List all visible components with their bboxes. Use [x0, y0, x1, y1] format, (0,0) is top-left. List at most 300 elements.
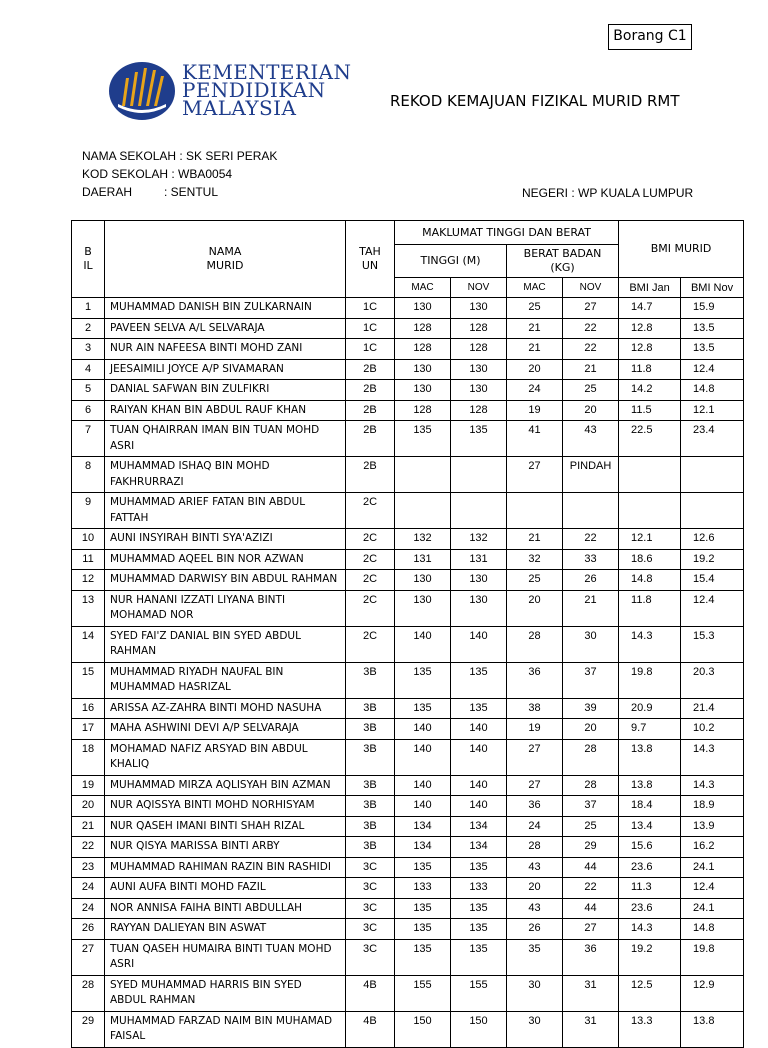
height-mac-cell: 135 [395, 698, 451, 719]
bil-cell: 13 [72, 590, 105, 626]
weight-mac-cell: 20 [507, 359, 563, 380]
bil-cell: 1 [72, 298, 105, 319]
weight-mac-cell: 25 [507, 298, 563, 319]
height-mac-header: MAC [395, 278, 451, 298]
height-nov-cell: 155 [451, 975, 507, 1011]
bmi-nov-cell: 15.4 [681, 570, 744, 591]
student-name-cell: SYED FAI'Z DANIAL BIN SYED ABDUL RAHMAN [105, 626, 346, 662]
year-cell: 3C [346, 857, 395, 878]
bmi-jan-cell: 13.8 [619, 739, 681, 775]
bil-cell: 14 [72, 626, 105, 662]
student-name-cell: SYED MUHAMMAD HARRIS BIN SYED ABDUL RAHMAN [105, 975, 346, 1011]
weight-nov-cell: 30 [563, 626, 619, 662]
bmi-nov-header: BMI Nov [681, 278, 744, 298]
bil-cell: 2 [72, 318, 105, 339]
student-name-cell: PAVEEN SELVA A/L SELVARAJA [105, 318, 346, 339]
weight-mac-cell: 21 [507, 318, 563, 339]
bmi-nov-cell: 13.5 [681, 339, 744, 360]
table-row [72, 698, 744, 719]
height-mac-cell: 140 [395, 719, 451, 740]
height-nov-cell: 150 [451, 1011, 507, 1047]
weight-mac-cell: 24 [507, 380, 563, 401]
student-name-cell: RAYYAN DALIEYAN BIN ASWAT [105, 919, 346, 940]
student-name-cell: MUHAMMAD FARZAD NAIM BIN MUHAMAD FAISAL [105, 1011, 346, 1047]
weight-nov-cell: PINDAH [563, 457, 619, 493]
table-row [72, 939, 744, 975]
bmi-jan-cell: 14.8 [619, 570, 681, 591]
table-row [72, 775, 744, 796]
bil-cell: 6 [72, 400, 105, 421]
weight-nov-cell: 25 [563, 816, 619, 837]
weight-nov-cell: 29 [563, 837, 619, 858]
height-nov-cell: 131 [451, 549, 507, 570]
bmi-nov-cell: 18.9 [681, 796, 744, 817]
weight-mac-cell: 28 [507, 626, 563, 662]
bmi-jan-cell: 11.8 [619, 359, 681, 380]
height-mac-cell [395, 457, 451, 493]
student-name-cell: NUR AQISSYA BINTI MOHD NORHISYAM [105, 796, 346, 817]
bmi-jan-cell: 14.3 [619, 626, 681, 662]
bil-cell: 17 [72, 719, 105, 740]
school-code-label: KOD SEKOLAH : [82, 167, 175, 181]
form-code-box: Borang C1 [608, 24, 692, 50]
year-cell: 3B [346, 837, 395, 858]
bmi-nov-cell: 15.3 [681, 626, 744, 662]
year-cell: 3B [346, 719, 395, 740]
table-row [72, 719, 744, 740]
weight-mac-cell: 20 [507, 878, 563, 899]
bmi-jan-header: BMI Jan [619, 278, 681, 298]
bil-cell: 26 [72, 919, 105, 940]
document-title: REKOD KEMAJUAN FIZIKAL MURID RMT [390, 92, 680, 110]
height-mac-cell: 130 [395, 380, 451, 401]
height-mac-cell: 140 [395, 775, 451, 796]
student-name-cell: TUAN QASEH HUMAIRA BINTI TUAN MOHD ASRI [105, 939, 346, 975]
bmi-jan-cell: 11.5 [619, 400, 681, 421]
height-nov-cell: 135 [451, 662, 507, 698]
bmi-jan-cell: 13.8 [619, 775, 681, 796]
bmi-nov-cell: 20.3 [681, 662, 744, 698]
bmi-jan-cell: 9.7 [619, 719, 681, 740]
student-name-cell: MOHAMAD NAFIZ ARSYAD BIN ABDUL KHALIQ [105, 739, 346, 775]
height-nov-cell: 140 [451, 775, 507, 796]
height-mac-cell: 128 [395, 400, 451, 421]
height-nov-cell [451, 457, 507, 493]
logo-line-2: PENDIDIKAN [182, 78, 326, 102]
bil-cell: 12 [72, 570, 105, 591]
student-name-cell: NOR ANNISA FAIHA BINTI ABDULLAH [105, 898, 346, 919]
name-header: NAMA MURID [105, 221, 346, 298]
table-row [72, 919, 744, 940]
weight-nov-cell: 44 [563, 898, 619, 919]
bmi-jan-cell: 19.8 [619, 662, 681, 698]
height-nov-cell: 130 [451, 359, 507, 380]
weight-nov-cell: 36 [563, 939, 619, 975]
height-mac-cell: 130 [395, 570, 451, 591]
table-row [72, 626, 744, 662]
bmi-nov-cell: 14.8 [681, 919, 744, 940]
height-nov-cell: 128 [451, 400, 507, 421]
bmi-nov-cell: 10.2 [681, 719, 744, 740]
student-name-cell: ARISSA AZ-ZAHRA BINTI MOHD NASUHA [105, 698, 346, 719]
bmi-nov-cell: 13.9 [681, 816, 744, 837]
table-row [72, 493, 744, 529]
height-mac-cell: 140 [395, 739, 451, 775]
height-mac-cell: 140 [395, 626, 451, 662]
height-mac-cell: 133 [395, 878, 451, 899]
table-row [72, 339, 744, 360]
weight-mac-cell: 25 [507, 570, 563, 591]
table-row [72, 298, 744, 319]
height-nov-cell: 130 [451, 570, 507, 591]
bil-cell: 21 [72, 816, 105, 837]
height-nov-cell: 130 [451, 380, 507, 401]
year-cell: 2B [346, 380, 395, 401]
height-nov-cell: 128 [451, 318, 507, 339]
table-row [72, 816, 744, 837]
bmi-nov-cell: 13.5 [681, 318, 744, 339]
bmi-jan-cell: 20.9 [619, 698, 681, 719]
bmi-nov-cell: 14.3 [681, 739, 744, 775]
weight-nov-cell: 25 [563, 380, 619, 401]
bil-cell: 11 [72, 549, 105, 570]
bil-cell: 7 [72, 421, 105, 457]
bmi-jan-cell: 18.4 [619, 796, 681, 817]
weight-mac-cell: 19 [507, 400, 563, 421]
year-cell: 4B [346, 1011, 395, 1047]
bmi-jan-cell: 15.6 [619, 837, 681, 858]
student-name-cell: NUR QISYA MARISSA BINTI ARBY [105, 837, 346, 858]
weight-mac-cell: 28 [507, 837, 563, 858]
table-row [72, 590, 744, 626]
year-cell: 2B [346, 359, 395, 380]
weight-nov-cell: 37 [563, 796, 619, 817]
height-nov-cell: 128 [451, 339, 507, 360]
weight-mac-cell: 38 [507, 698, 563, 719]
bmi-jan-cell: 12.8 [619, 339, 681, 360]
year-cell: 4B [346, 975, 395, 1011]
weight-nov-cell: 39 [563, 698, 619, 719]
weight-mac-cell: 36 [507, 662, 563, 698]
weight-mac-cell: 43 [507, 857, 563, 878]
height-mac-cell: 130 [395, 590, 451, 626]
height-nov-cell: 132 [451, 529, 507, 550]
year-cell: 2C [346, 570, 395, 591]
table-row [72, 549, 744, 570]
bil-cell: 10 [72, 529, 105, 550]
year-cell: 2B [346, 457, 395, 493]
weight-mac-cell: 30 [507, 1011, 563, 1047]
weight-mac-cell: 24 [507, 816, 563, 837]
bil-cell: 8 [72, 457, 105, 493]
weight-nov-cell: 27 [563, 919, 619, 940]
bmi-nov-cell: 24.1 [681, 898, 744, 919]
height-mac-cell: 130 [395, 359, 451, 380]
height-nov-cell: 130 [451, 298, 507, 319]
table-row [72, 857, 744, 878]
table-row [72, 380, 744, 401]
height-nov-cell: 134 [451, 816, 507, 837]
weight-mac-cell: 41 [507, 421, 563, 457]
year-cell: 1C [346, 298, 395, 319]
year-cell: 2C [346, 626, 395, 662]
bmi-jan-cell: 14.2 [619, 380, 681, 401]
weight-nov-cell: 22 [563, 318, 619, 339]
table-row [72, 837, 744, 858]
bil-cell: 19 [72, 775, 105, 796]
bmi-jan-cell [619, 493, 681, 529]
student-name-cell: TUAN QHAIRRAN IMAN BIN TUAN MOHD ASRI [105, 421, 346, 457]
school-name: SK SERI PERAK [186, 149, 278, 163]
height-nov-cell: 135 [451, 698, 507, 719]
bmi-nov-cell: 24.1 [681, 857, 744, 878]
bil-cell: 3 [72, 339, 105, 360]
year-cell: 3B [346, 775, 395, 796]
weight-mac-cell: 27 [507, 775, 563, 796]
year-cell: 3B [346, 698, 395, 719]
bmi-jan-cell [619, 457, 681, 493]
table-row [72, 529, 744, 550]
student-name-cell: MUHAMMAD RAHIMAN RAZIN BIN RASHIDI [105, 857, 346, 878]
weight-mac-cell: 19 [507, 719, 563, 740]
year-cell: 2C [346, 590, 395, 626]
bmi-nov-cell: 12.4 [681, 590, 744, 626]
height-mac-cell: 131 [395, 549, 451, 570]
bmi-jan-cell: 19.2 [619, 939, 681, 975]
height-mac-cell: 135 [395, 939, 451, 975]
year-cell: 3C [346, 939, 395, 975]
logo-line-1: KEMENTERIAN [182, 60, 352, 84]
bil-cell: 18 [72, 739, 105, 775]
height-nov-cell: 135 [451, 939, 507, 975]
weight-mac-cell: 32 [507, 549, 563, 570]
bmi-nov-cell: 19.2 [681, 549, 744, 570]
year-cell: 3B [346, 796, 395, 817]
height-mac-cell: 128 [395, 318, 451, 339]
year-cell: 1C [346, 318, 395, 339]
height-mac-cell: 140 [395, 796, 451, 817]
bmi-nov-cell: 12.9 [681, 975, 744, 1011]
weight-mac-cell: 27 [507, 457, 563, 493]
bmi-nov-cell: 16.2 [681, 837, 744, 858]
student-name-cell: MUHAMMAD ISHAQ BIN MOHD FAKHRURRAZI [105, 457, 346, 493]
height-nov-cell: 135 [451, 898, 507, 919]
weight-mac-cell: 20 [507, 590, 563, 626]
year-cell: 3B [346, 816, 395, 837]
year-cell: 2C [346, 549, 395, 570]
table-row [72, 739, 744, 775]
weight-nov-cell: 28 [563, 739, 619, 775]
table-row [72, 570, 744, 591]
bil-cell: 5 [72, 380, 105, 401]
student-name-cell: MUHAMMAD DARWISY BIN ABDUL RAHMAN [105, 570, 346, 591]
height-nov-cell: 135 [451, 919, 507, 940]
weight-header: BERAT BADAN (KG) [507, 245, 619, 278]
weight-nov-cell: 31 [563, 975, 619, 1011]
height-nov-cell: 130 [451, 590, 507, 626]
height-nov-cell: 140 [451, 626, 507, 662]
weight-nov-cell: 22 [563, 878, 619, 899]
bil-cell: 4 [72, 359, 105, 380]
height-nov-cell: 140 [451, 739, 507, 775]
bmi-jan-cell: 11.3 [619, 878, 681, 899]
height-mac-cell: 134 [395, 837, 451, 858]
height-mac-cell: 135 [395, 898, 451, 919]
bmi-jan-cell: 22.5 [619, 421, 681, 457]
school-code-line [82, 167, 232, 181]
ministry-logo [108, 60, 352, 122]
year-cell: 2B [346, 400, 395, 421]
weight-mac-cell: 21 [507, 339, 563, 360]
table-row [72, 400, 744, 421]
bmi-nov-cell: 15.9 [681, 298, 744, 319]
weight-mac-cell: 27 [507, 739, 563, 775]
school-name-line [82, 149, 277, 163]
bmi-nov-cell: 19.8 [681, 939, 744, 975]
bil-cell: 28 [72, 975, 105, 1011]
year-cell: 2C [346, 493, 395, 529]
bmi-nov-cell: 12.1 [681, 400, 744, 421]
bil-cell: 23 [72, 857, 105, 878]
state-line [522, 186, 693, 200]
table-row [72, 318, 744, 339]
weight-mac-cell: 30 [507, 975, 563, 1011]
bmi-jan-cell: 14.3 [619, 919, 681, 940]
state: WP KUALA LUMPUR [578, 186, 694, 200]
weight-nov-cell: 20 [563, 719, 619, 740]
bil-cell: 16 [72, 698, 105, 719]
bmi-jan-cell: 12.8 [619, 318, 681, 339]
student-name-cell: RAIYAN KHAN BIN ABDUL RAUF KHAN [105, 400, 346, 421]
weight-mac-cell: 36 [507, 796, 563, 817]
height-mac-cell: 135 [395, 857, 451, 878]
bmi-header: BMI MURID [619, 221, 744, 278]
bmi-nov-cell: 23.4 [681, 421, 744, 457]
table-row [72, 975, 744, 1011]
bmi-jan-cell: 13.3 [619, 1011, 681, 1047]
year-cell: 2C [346, 529, 395, 550]
height-mac-cell: 135 [395, 421, 451, 457]
bmi-nov-cell: 13.8 [681, 1011, 744, 1047]
year-cell: 3B [346, 739, 395, 775]
height-mac-cell: 134 [395, 816, 451, 837]
bil-cell: 15 [72, 662, 105, 698]
year-cell: 3C [346, 898, 395, 919]
year-cell: 3C [346, 878, 395, 899]
height-nov-header: NOV [451, 278, 507, 298]
height-mac-cell: 135 [395, 662, 451, 698]
height-nov-cell: 140 [451, 796, 507, 817]
student-name-cell: MUHAMMAD AQEEL BIN NOR AZWAN [105, 549, 346, 570]
bil-cell: 22 [72, 837, 105, 858]
student-name-cell: MUHAMMAD MIRZA AQLISYAH BIN AZMAN [105, 775, 346, 796]
state-label: NEGERI : [522, 186, 575, 200]
table-row [72, 359, 744, 380]
district-label: DAERAH [82, 185, 133, 199]
table-row [72, 898, 744, 919]
weight-nov-header: NOV [563, 278, 619, 298]
bmi-jan-cell: 12.5 [619, 975, 681, 1011]
table-row [72, 1011, 744, 1047]
height-nov-cell: 133 [451, 878, 507, 899]
bil-cell: 27 [72, 939, 105, 975]
weight-nov-cell: 26 [563, 570, 619, 591]
height-mac-cell: 132 [395, 529, 451, 550]
bmi-jan-cell: 13.4 [619, 816, 681, 837]
height-mac-cell [395, 493, 451, 529]
weight-mac-cell: 35 [507, 939, 563, 975]
weight-nov-cell: 33 [563, 549, 619, 570]
bil-cell: 24 [72, 878, 105, 899]
year-cell: 2B [346, 421, 395, 457]
year-header: TAH UN [346, 221, 395, 298]
weight-nov-cell: 21 [563, 590, 619, 626]
table-row [72, 662, 744, 698]
height-weight-group-header: MAKLUMAT TINGGI DAN BERAT [395, 221, 619, 245]
height-nov-cell [451, 493, 507, 529]
student-name-cell: NUR QASEH IMANI BINTI SHAH RIZAL [105, 816, 346, 837]
bmi-nov-cell: 12.6 [681, 529, 744, 550]
year-cell: 3C [346, 919, 395, 940]
student-name-cell: DANIAL SAFWAN BIN ZULFIKRI [105, 380, 346, 401]
ministry-emblem-icon [108, 60, 176, 122]
bmi-nov-cell: 14.3 [681, 775, 744, 796]
logo-line-3: MALAYSIA [182, 96, 297, 120]
bil-cell: 20 [72, 796, 105, 817]
student-name-cell: AUNI INSYIRAH BINTI SYA'AZIZI [105, 529, 346, 550]
student-name-cell: MUHAMMAD DANISH BIN ZULKARNAIN [105, 298, 346, 319]
bmi-jan-cell: 12.1 [619, 529, 681, 550]
bmi-nov-cell [681, 457, 744, 493]
school-name-label: NAMA SEKOLAH : [82, 149, 183, 163]
weight-nov-cell: 43 [563, 421, 619, 457]
weight-nov-cell: 44 [563, 857, 619, 878]
weight-nov-cell: 28 [563, 775, 619, 796]
weight-nov-cell: 22 [563, 529, 619, 550]
bil-cell: 9 [72, 493, 105, 529]
bil-cell: 24 [72, 898, 105, 919]
weight-mac-cell [507, 493, 563, 529]
weight-nov-cell: 20 [563, 400, 619, 421]
height-mac-cell: 135 [395, 919, 451, 940]
year-cell: 3B [346, 662, 395, 698]
school-code: WBA0054 [178, 167, 233, 181]
table-row [72, 796, 744, 817]
height-header: TINGGI (M) [395, 245, 507, 278]
district-line [82, 185, 218, 199]
height-nov-cell: 135 [451, 421, 507, 457]
bil-cell: 29 [72, 1011, 105, 1047]
table-row [72, 421, 744, 457]
height-nov-cell: 134 [451, 837, 507, 858]
weight-mac-cell: 26 [507, 919, 563, 940]
bmi-nov-cell: 12.4 [681, 359, 744, 380]
bmi-nov-cell: 12.4 [681, 878, 744, 899]
weight-nov-cell: 31 [563, 1011, 619, 1047]
height-nov-cell: 140 [451, 719, 507, 740]
height-mac-cell: 150 [395, 1011, 451, 1047]
weight-nov-cell: 22 [563, 339, 619, 360]
weight-mac-cell: 21 [507, 529, 563, 550]
district: : SENTUL [164, 185, 219, 199]
weight-nov-cell [563, 493, 619, 529]
student-name-cell: NUR HANANI IZZATI LIYANA BINTI MOHAMAD NOR [105, 590, 346, 626]
student-name-cell: NUR AIN NAFEESA BINTI MOHD ZANI [105, 339, 346, 360]
student-name-cell: MUHAMMAD ARIEF FATAN BIN ABDUL FATTAH [105, 493, 346, 529]
bmi-nov-cell: 14.8 [681, 380, 744, 401]
bmi-jan-cell: 18.6 [619, 549, 681, 570]
bmi-jan-cell: 23.6 [619, 857, 681, 878]
